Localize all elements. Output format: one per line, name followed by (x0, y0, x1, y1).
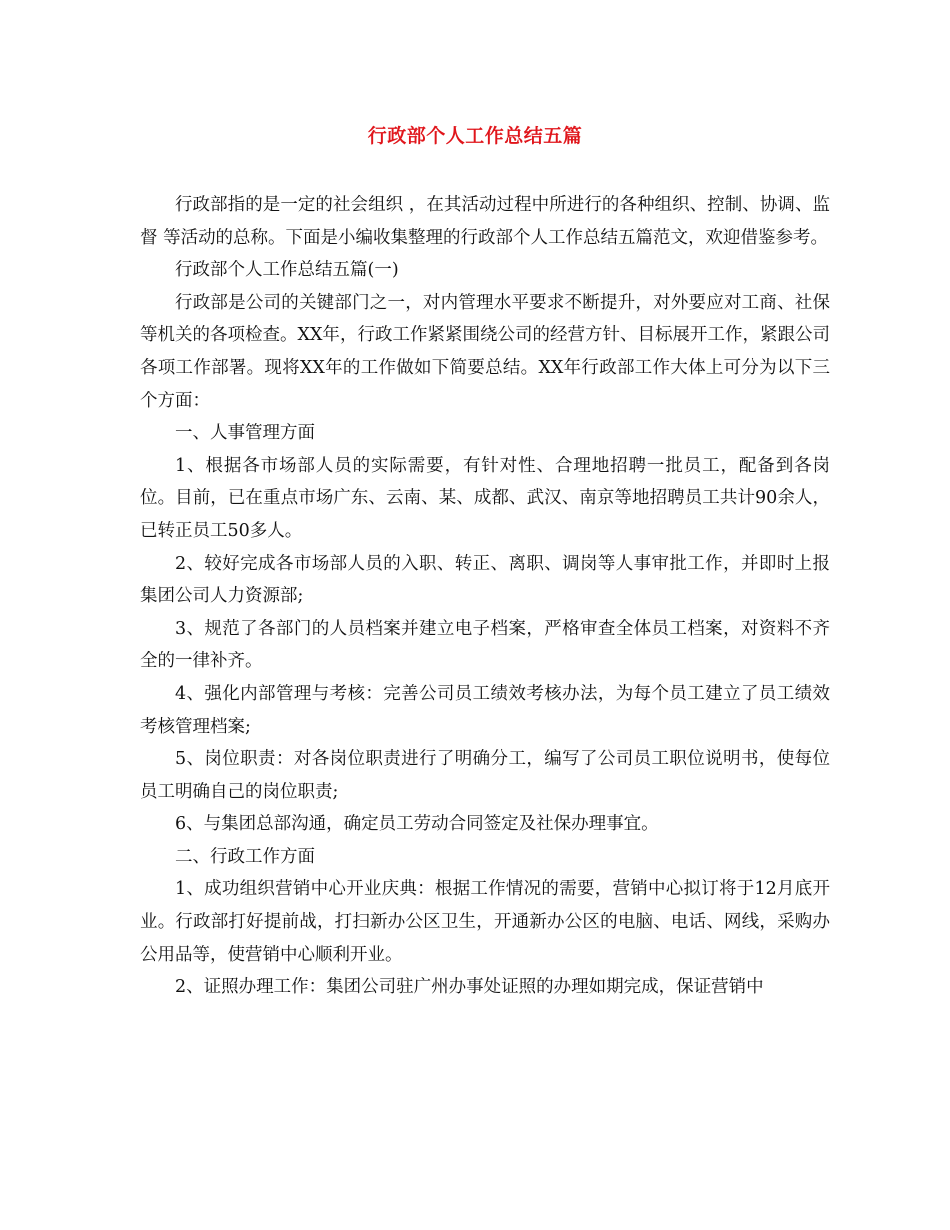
paragraph-personnel-item-1: 1、根据各市场部人员的实际需要，有针对性、合理地招聘一批员工，配备到各岗位。目前，已在重点市场广东、云南、某、成都、武汉、南京等地招聘员工共计90余人，已转正员工50多人。 (140, 455, 830, 541)
paragraph-intro: 行政部指的是一定的社会组织 ，在其活动过程中所进行的各种组织、控制、协调、监督 等活动的总称。下面是小编收集整理的行政部个人工作总结五篇范文，欢迎借鉴参考。 (140, 195, 830, 248)
paragraph-personnel-item-4: 4、强化内部管理与考核：完善公司员工绩效考核办法，为每个员工建立了员工绩效考核管理档案; (140, 683, 830, 737)
paragraph-administration-item-1: 1、成功组织营销中心开业庆典：根据工作情况的需要，营销中心拟订将于12月底开业。行政部打好提前战，打扫新办公区卫生，开通新办公区的电脑、电话、网线，采购办公用品等，使营销中心顺利开业。 (140, 879, 830, 965)
paragraph-personnel-item-2: 2、较好完成各市场部人员的入职、转正、离职、调岗等人事审批工作，并即时上报集团公司人力资源部; (140, 553, 830, 607)
paragraph-overview: 行政部是公司的关键部门之一，对内管理水平要求不断提升，对外要应对工商、社保等机关的各项检查。XX年，行政工作紧紧围绕公司的经营方针、目标展开工作，紧跟公司各项工作部署。现将XX年的工作做如下简要总结。XX年行政部工作大体上可分为以下三个方面： (140, 292, 830, 411)
document-body (140, 189, 830, 1004)
paragraph-personnel-item-6: 6、与集团总部沟通，确定员工劳动合同签定及社保办理事宜。 (175, 814, 659, 835)
paragraph-administration-item-2: 2、证照办理工作：集团公司驻广州办事处证照的办理如期完成，保证营销中 (175, 977, 764, 998)
document-title: 行政部个人工作总结五篇 (367, 125, 583, 147)
paragraph-personnel-item-5: 5、岗位职责：对各岗位职责进行了明确分工，编写了公司员工职位说明书，使每位员工明确自己的岗位职责; (140, 749, 830, 802)
section-heading-part-one: 行政部个人工作总结五篇(一) (175, 260, 399, 281)
subsection-heading-administration: 二、行政工作方面 (175, 846, 315, 867)
subsection-heading-personnel: 一、人事管理方面 (175, 423, 315, 444)
paragraph-personnel-item-3: 3、规范了各部门的人员档案并建立电子档案，严格审查全体员工档案，对资料不齐全的一律补齐。 (140, 618, 830, 672)
